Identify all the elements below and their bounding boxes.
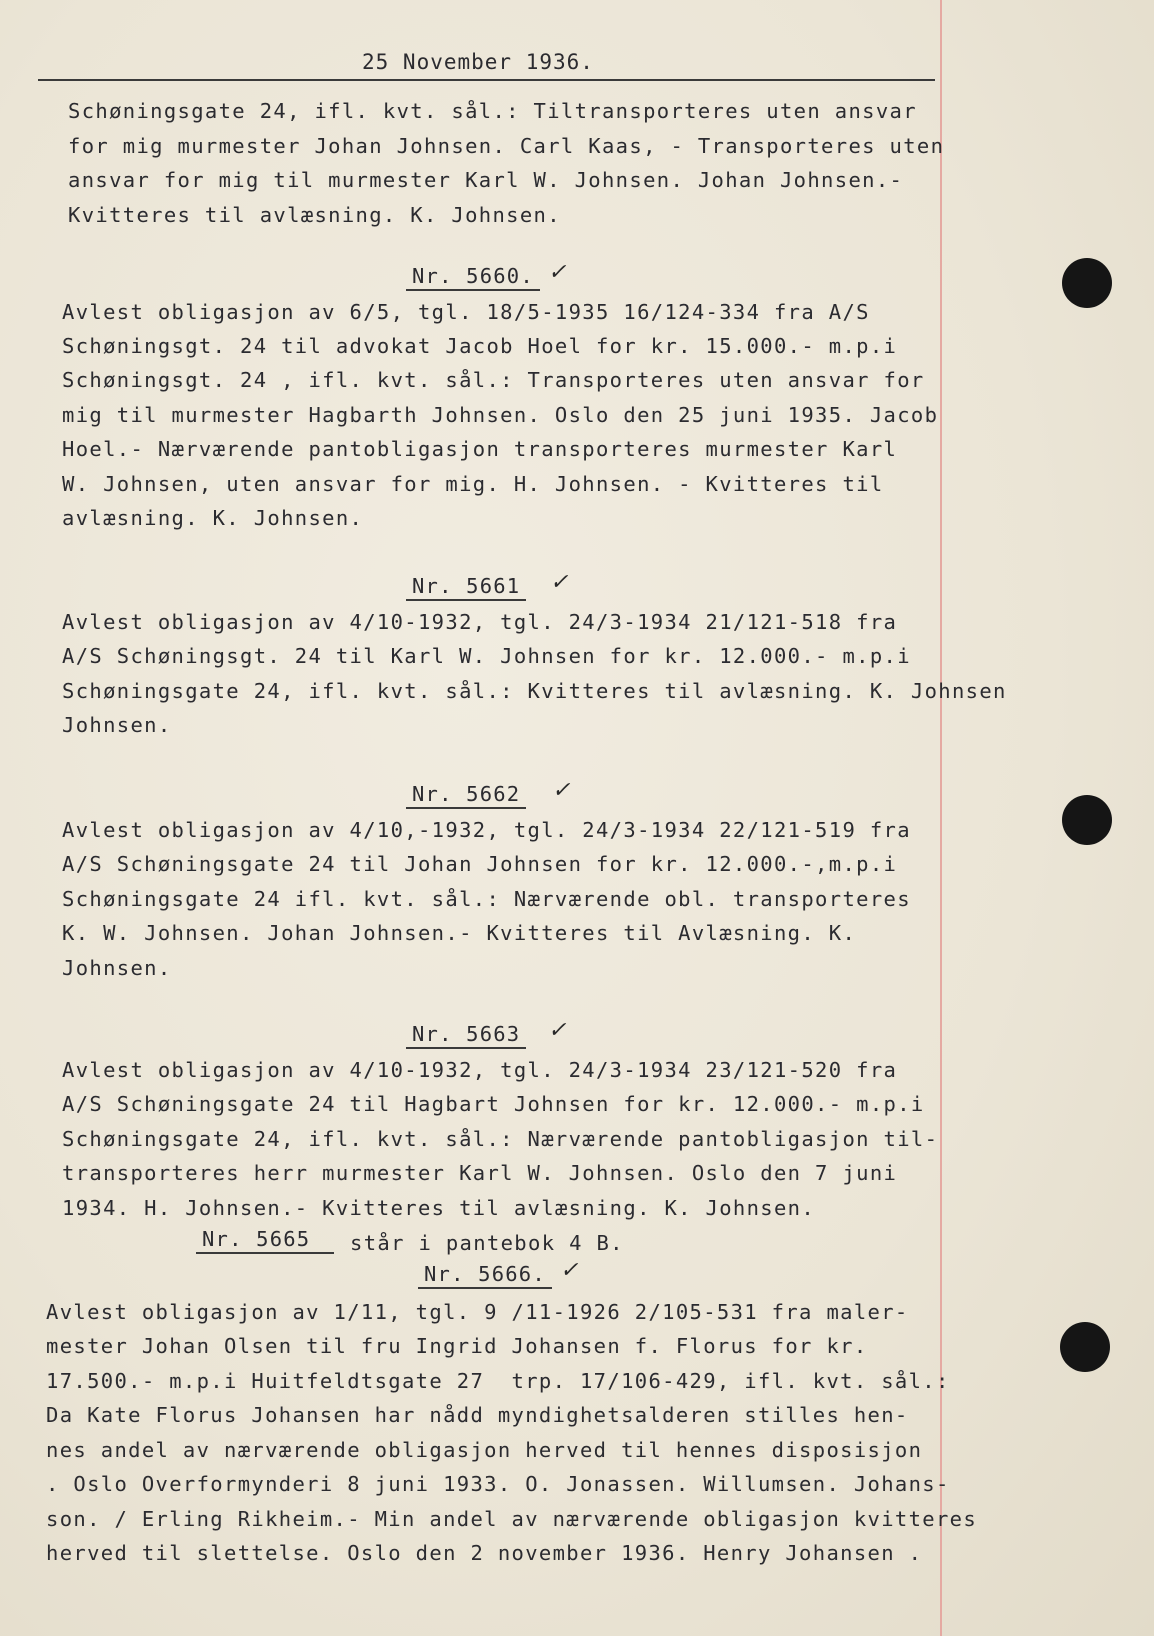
text-line: Avlest obligasjon av 1/11, tgl. 9 /11-1926 2/105-531 fra maler- [46,1300,909,1324]
check-mark: ✓ [552,778,571,803]
text-line: . Oslo Overformynderi 8 juni 1933. O. Jonassen. Willumsen. Johans- [46,1472,950,1496]
entry-number: Nr. 5666. [418,1262,552,1289]
text-line: Schøningsgate 24, ifl. kvt. sål.: Kvitteres til avlæsning. K. Johnsen [62,679,1007,703]
text-line: mester Johan Olsen til fru Ingrid Johansen f. Florus for kr. [46,1334,868,1358]
entry-aside: står i pantebok 4 B. [350,1231,624,1255]
punch-hole [1060,1322,1110,1372]
text-line: Johnsen. [62,713,172,737]
text-line: avlæsning. K. Johnsen. [62,506,364,530]
entry-number: Nr. 5663 [406,1022,526,1049]
check-mark: ✓ [548,260,567,285]
entry-number: Nr. 5661 [406,574,526,601]
entry-number: Nr. 5665 [196,1227,334,1254]
text-line: Avlest obligasjon av 4/10-1932, tgl. 24/3-1934 23/121-520 fra [62,1058,898,1082]
text-line: Schøningsgate 24, ifl. kvt. sål.: Nærværende pantobligasjon til- [62,1127,939,1151]
header-rule [38,79,935,81]
text-line: for mig murmester Johan Johnsen. Carl Kaas, - Transporteres uten [68,134,945,158]
text-line: Schøningsgate 24 ifl. kvt. sål.: Nærværende obl. transporteres [62,887,911,911]
text-line: Kvitteres til avlæsning. K. Johnsen. [68,203,561,227]
text-line: Schøningsgate 24, ifl. kvt. sål.: Tiltransporteres uten ansvar [68,99,917,123]
text-line: K. W. Johnsen. Johan Johnsen.- Kvitteres til Avlæsning. K. [62,921,857,945]
punch-hole [1062,795,1112,845]
text-line: ansvar for mig til murmester Karl W. Johnsen. Johan Johnsen.- [68,168,904,192]
check-mark: ✓ [560,1258,579,1283]
text-line: A/S Schøningsgate 24 til Johan Johnsen for kr. 12.000.-,m.p.i [62,852,898,876]
text-line: Da Kate Florus Johansen har nådd myndighetsalderen stilles hen- [46,1403,909,1427]
text-line: transporteres herr murmester Karl W. Johnsen. Oslo den 7 juni [62,1161,898,1185]
page-date: 25 November 1936. [362,50,594,74]
text-line: W. Johnsen, uten ansvar for mig. H. Johnsen. - Kvitteres til [62,472,884,496]
text-line: 1934. H. Johnsen.- Kvitteres til avlæsning. K. Johnsen. [62,1196,816,1220]
text-line: Hoel.- Nærværende pantobligasjon transporteres murmester Karl [62,437,898,461]
text-line: Johnsen. [62,956,172,980]
entry-number: Nr. 5662 [406,782,526,809]
punch-hole [1062,258,1112,308]
check-mark: ✓ [550,570,569,595]
text-line: Schøningsgt. 24 , ifl. kvt. sål.: Transporteres uten ansvar for [62,368,925,392]
check-mark: ✓ [548,1018,567,1043]
text-line: A/S Schøningsgt. 24 til Karl W. Johnsen for kr. 12.000.- m.p.i [62,644,911,668]
text-line: herved til slettelse. Oslo den 2 november 1936. Henry Johansen . [46,1541,923,1565]
text-line: Avlest obligasjon av 4/10,-1932, tgl. 24/3-1934 22/121-519 fra [62,818,911,842]
text-line: Avlest obligasjon av 4/10-1932, tgl. 24/3-1934 21/121-518 fra [62,610,898,634]
text-line: 17.500.- m.p.i Huitfeldtsgate 27 trp. 17/106-429, ifl. kvt. sål.: [46,1369,950,1393]
text-line: Avlest obligasjon av 6/5, tgl. 18/5-1935 16/124-334 fra A/S [62,300,870,324]
text-line: Schøningsgt. 24 til advokat Jacob Hoel for kr. 15.000.- m.p.i [62,334,898,358]
text-line: son. / Erling Rikheim.- Min andel av nærværende obligasjon kvitteres [46,1507,978,1531]
text-line: A/S Schøningsgate 24 til Hagbart Johnsen for kr. 12.000.- m.p.i [62,1092,925,1116]
entry-number: Nr. 5660. [406,264,540,291]
text-line: nes andel av nærværende obligasjon herved til hennes disposisjon [46,1438,923,1462]
text-line: mig til murmester Hagbarth Johnsen. Oslo den 25 juni 1935. Jacob [62,403,939,427]
